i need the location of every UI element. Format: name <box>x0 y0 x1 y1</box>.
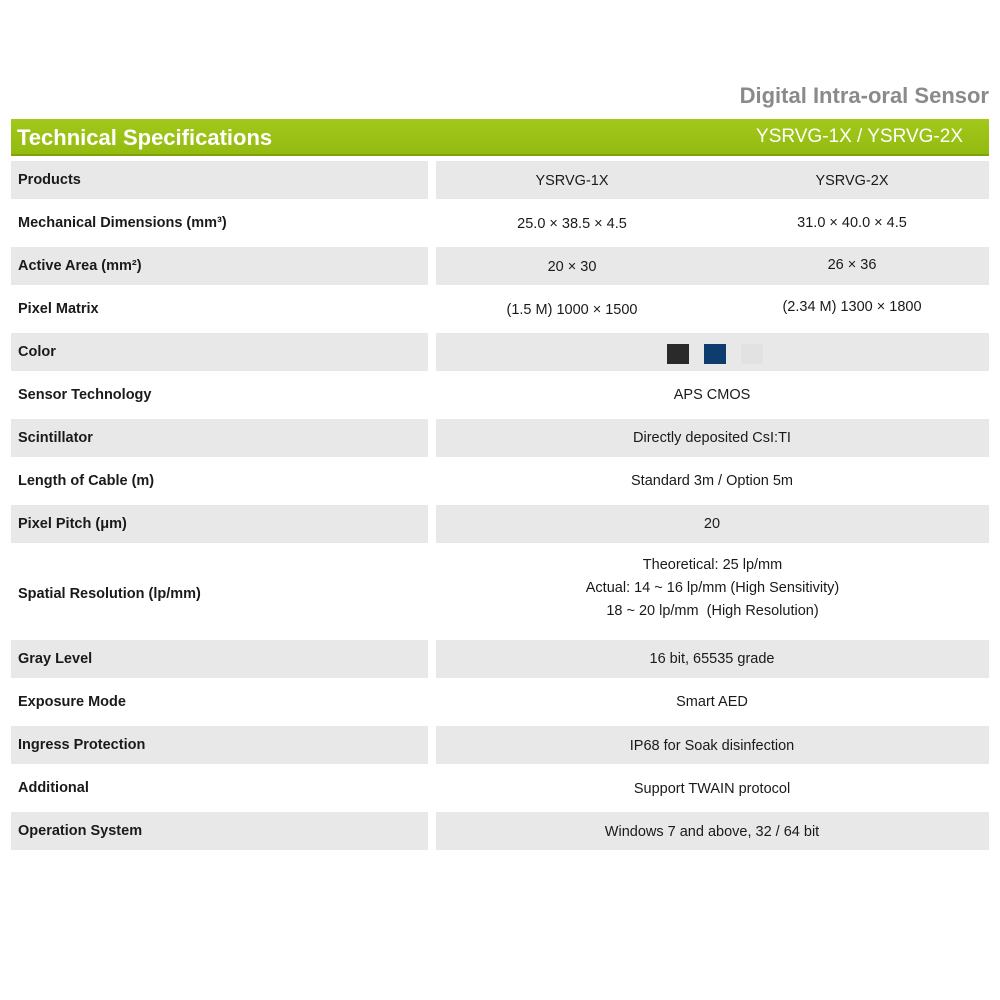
spec-row-spatial-resolution <box>11 548 989 640</box>
spec-value-cell <box>436 769 989 807</box>
spec-value-model-2: (2.34 M) 1300 × 1800 <box>782 299 922 315</box>
spec-value-cell <box>436 376 989 414</box>
spec-label: Active Area (mm²) <box>11 247 428 285</box>
spec-value-model-2: 31.0 × 40.0 × 4.5 <box>797 215 907 231</box>
spec-value-cell <box>436 683 989 721</box>
spec-value-cell <box>436 290 989 328</box>
spec-value-cell <box>436 419 989 457</box>
spec-value-model-1: (1.5 M) 1000 × 1500 <box>506 302 638 318</box>
color-swatches <box>667 344 778 364</box>
spec-value: Support TWAIN protocol <box>633 781 791 797</box>
spec-row-active-area <box>11 247 989 290</box>
spec-value-cell <box>436 333 989 371</box>
spec-value-line: Theoretical: 25 lp/mm <box>642 557 783 573</box>
spec-row-pixel-pitch <box>11 505 989 548</box>
spec-value-model-1: YSRVG-1X <box>535 173 609 189</box>
color-swatch-light-gray <box>741 344 763 364</box>
spec-value: 20 <box>703 516 721 532</box>
spec-value: Smart AED <box>676 694 748 710</box>
spec-value: Standard 3m / Option 5m <box>631 473 793 489</box>
spec-value-model-2: 26 × 36 <box>827 257 877 273</box>
spec-row-pixel-matrix <box>11 290 989 333</box>
spec-row-sensor-technology <box>11 376 989 419</box>
spec-value: Windows 7 and above, 32 / 64 bit <box>604 824 820 840</box>
spec-row-products <box>11 161 989 204</box>
spec-label: Exposure Mode <box>18 694 126 710</box>
spec-label: Scintillator <box>11 419 428 457</box>
spec-label: Spatial Resolution (lp/mm) <box>18 586 201 602</box>
spec-label: Ingress Protection <box>11 726 428 764</box>
spec-value-model-1: 25.0 × 38.5 × 4.5 <box>517 216 627 232</box>
spec-value-cell <box>436 161 989 199</box>
spec-row-color <box>11 333 989 376</box>
spec-label: Products <box>11 161 428 199</box>
spec-row-gray-level <box>11 640 989 683</box>
spec-label: Sensor Technology <box>18 387 152 403</box>
spec-value-line: 18 ~ 20 lp/mm (High Resolution) <box>606 603 819 619</box>
banner-title: Technical Specifications <box>17 125 273 150</box>
spec-value: APS CMOS <box>673 387 751 403</box>
spec-label: Pixel Matrix <box>18 301 99 317</box>
document-title: Digital Intra-oral Sensor <box>739 83 989 108</box>
spec-value-cell <box>436 505 989 543</box>
spec-label: Gray Level <box>11 640 428 678</box>
spec-label: Operation System <box>11 812 428 850</box>
spec-value: Directly deposited CsI:TI <box>633 430 791 446</box>
spec-label: Length of Cable (m) <box>18 473 155 489</box>
spec-label: Pixel Pitch (μm) <box>11 505 428 543</box>
spec-value-model-2: YSRVG-2X <box>815 173 889 189</box>
spec-label: Color <box>11 333 428 371</box>
color-swatch-navy <box>704 344 726 364</box>
spec-row-exposure-mode <box>11 683 989 726</box>
spec-value: 16 bit, 65535 grade <box>649 651 775 667</box>
spec-value-stack <box>436 554 989 623</box>
spec-row-cable-length <box>11 462 989 505</box>
spec-value-cell <box>436 640 989 678</box>
spec-table <box>11 161 989 855</box>
spec-row-scintillator <box>11 419 989 462</box>
spec-value-cell <box>436 204 989 242</box>
spec-label: Mechanical Dimensions (mm³) <box>18 215 227 231</box>
spec-row-additional <box>11 769 989 812</box>
banner-models: YSRVG-1X / YSRVG-2X <box>756 126 963 147</box>
spec-label: Additional <box>18 780 89 796</box>
spec-value-model-1: 20 × 30 <box>547 259 597 275</box>
spec-value-cell <box>436 726 989 764</box>
spec-value-cell <box>436 462 989 500</box>
spec-value-cell <box>436 247 989 285</box>
spec-value: IP68 for Soak disinfection <box>629 738 795 754</box>
spec-value-line: Actual: 14 ~ 16 lp/mm (High Sensitivity) <box>585 580 840 596</box>
spec-banner <box>11 119 989 156</box>
color-swatch-black <box>667 344 689 364</box>
spec-row-ingress-protection <box>11 726 989 769</box>
spec-row-operation-system <box>11 812 989 855</box>
spec-row-dimensions <box>11 204 989 247</box>
spec-value-cell <box>436 548 989 640</box>
spec-value-cell <box>436 812 989 850</box>
